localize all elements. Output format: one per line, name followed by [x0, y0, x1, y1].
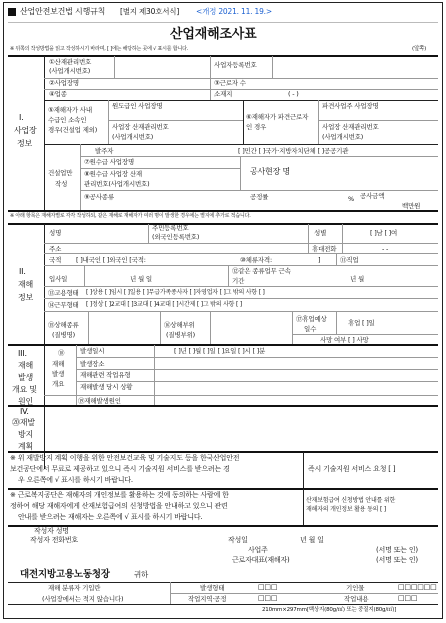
s3-r3	[76, 381, 438, 382]
s1-subcontract-b: 수급인 소속인	[48, 116, 87, 124]
s2-label-divider	[44, 224, 45, 344]
s2-label-b: 정보	[18, 293, 34, 302]
page-mark: (앞쪽)	[412, 46, 427, 52]
s2-nat-label: 국적	[49, 256, 62, 264]
s1-prime-mgmt-sub: (사업개시번호)	[112, 133, 154, 141]
s2-r1-d3	[342, 224, 343, 253]
s2-emp-type-options: [ ]상용 [ ]임시 [ ]일용 [ ]무급가족종사자 [ ]자영업자 [ ]그 밖의 사항 [ ]	[86, 289, 265, 296]
s3-date-value: [ ]년 [ ]월 [ ]일 [ ]요일 [ ]시 [ ]분	[174, 347, 266, 355]
s2-r3-d1	[336, 253, 337, 265]
s3-label-c: 개요 및	[12, 385, 37, 394]
work-area-boxes: □□□	[258, 594, 278, 602]
rep-seal: (서명 또는 인)	[376, 556, 418, 564]
s2-r7-d1	[88, 311, 89, 344]
s2-rrn-sub: (외국인등록번호)	[152, 233, 200, 241]
s2-sex-options: [ ]남 [ ]여	[370, 229, 398, 237]
form-number: [별지 제30호서식]	[120, 7, 180, 16]
s1-r4-div2	[243, 100, 244, 144]
s3-d-div	[154, 345, 155, 395]
s1-r3-div1	[210, 89, 211, 100]
s1-c-r3	[80, 190, 438, 191]
s1-r2-bottom	[44, 89, 438, 90]
s3-task-type-label: 재해관련 작업유형	[80, 371, 131, 379]
tech-support-request[interactable]: 즉시 기술지원 서비스 요청 [ ]	[308, 465, 396, 473]
s1-prime-const-mgmt-a: ⑧원수급 사업장 산재	[84, 170, 142, 178]
s3-sub-a: 재해	[52, 360, 65, 368]
s1-progress-unit: %	[348, 195, 354, 203]
s3-r4	[44, 395, 438, 396]
s3-top	[8, 344, 438, 346]
writer-phone-label: 작성자 전화번호	[30, 536, 78, 544]
s1-label-b: 정보	[17, 139, 33, 148]
notice-bottom	[8, 525, 438, 527]
s1-work-type-label: ⑨공사종류	[84, 193, 114, 201]
s1-subcontract-c: 경우(건설업 제외)	[48, 126, 98, 134]
s1-top	[8, 55, 438, 57]
s1-prime-const-label: ⑦원수급 사업장명	[84, 158, 135, 166]
s1-workers-label: ③근로자 수	[214, 79, 246, 87]
s2-injury-sub: (질병명)	[52, 331, 75, 339]
classifier-label: 재해 분류자 기입란	[48, 584, 101, 592]
s1-address-label: 소재지	[214, 90, 233, 98]
s2-label-a: 재해	[18, 280, 34, 289]
notice1-line1: ※ 위 재발방지 계획 이행을 위한 안전보건교육 및 기술지도 등을 한국산업안전	[10, 454, 240, 462]
occur-type-boxes: □□□	[258, 583, 278, 591]
s1-c-div2	[240, 156, 241, 190]
s1-prime-const-mgmt-b: 관리번호(사업개시번호)	[84, 180, 150, 188]
s2-r7-d2	[160, 311, 161, 344]
s2-sex-label: 성별	[314, 229, 327, 237]
s1-dispatch-mgmt-sub: (사업개시번호)	[322, 133, 364, 141]
rep-label: 근로자대표(재해자)	[232, 556, 290, 564]
notice2-div	[303, 489, 304, 525]
s2-work-type-options: [ ]정상 [ ]2교대 [ ]3교대 [ ]4교대 [ ]시간제 [ ]그 밖의 사항 [ ]	[86, 301, 242, 308]
s1-prime-site-label: 원도급인 사업장명	[112, 102, 163, 110]
s1-site-name-label: ②사업장명	[49, 79, 79, 87]
s2-rrn-label: 주민등록번호	[152, 224, 189, 232]
s1-r4-div3	[318, 100, 319, 144]
s2-r1-d2	[308, 224, 309, 253]
s1-amount-label: 공사금액	[360, 192, 385, 200]
s2-death: 사망 여부 [ ] 사망	[320, 336, 369, 344]
s3-date-label: 발생일시	[80, 347, 105, 355]
s1-orderer-options: [ ]민간 [ ]국가·지방자치단체 [ ]공공기관	[238, 147, 349, 155]
s1-r3-bottom	[44, 100, 438, 101]
notice-mid	[8, 488, 438, 490]
s2-hire-label: 입사일	[49, 275, 68, 283]
footer-bottom	[8, 604, 438, 605]
owner-label: 사업주	[248, 546, 268, 554]
work-area-label: 작업지역·공정	[188, 595, 227, 603]
written-date-format: 년 월 일	[300, 536, 324, 544]
s4-top	[8, 405, 438, 407]
s1-const-label-b: 작성	[55, 180, 68, 188]
s3-cause-label: ⑲재해발생원인	[78, 397, 121, 405]
s2-r4-bottom	[44, 286, 438, 287]
notice1-line3: 우 오른쪽에 √ 표시를 하시기 바랍니다.	[18, 476, 133, 484]
s1-r1-div3	[272, 56, 273, 78]
s4-label-a: ⑳재발	[12, 418, 35, 427]
s2-phone-format: - -	[382, 245, 389, 253]
s3-r1	[76, 357, 438, 358]
s2-emp-type-label: ⑬고용형태	[48, 289, 79, 297]
s1-label-divider	[44, 56, 45, 210]
owner-seal: (서명 또는 인)	[376, 546, 418, 554]
notice2-line3: 안내를 받으려는 재해자는 오른쪽에 √ 표시를 하시기 바랍니다.	[18, 513, 203, 521]
per-victim-note: ※ 아래 항목은 재해자별로 각각 작성하되, 같은 재해로 재해자가 여러 명이 발생한 경우에는 별지에 추가로 적습니다.	[10, 213, 251, 219]
notice1-line2: 보건공단에서 무료로 제공하고 있으니 즉시 기술지원 서비스를 받으려는 경	[10, 465, 230, 473]
s2-nat-close: ]	[318, 256, 321, 264]
s1-dispatch-site-label: 파견사업주 사업장명	[322, 102, 379, 110]
s1-r4-mid	[108, 120, 243, 121]
s1-r4-mid2	[318, 120, 438, 121]
s2-r7-mid	[292, 334, 438, 335]
s2-tenure-value: 년 월	[350, 275, 365, 283]
s1-dispatch-b: 인 경우	[246, 123, 267, 131]
office-suffix: 귀하	[134, 570, 149, 579]
notice2-line1: ※ 근로복지공단은 재해자의 개인정보를 활용하는 것에 동의하는 사람에 한	[10, 491, 229, 499]
s3-label-d: 원인	[18, 397, 34, 406]
s2-r3-bottom	[44, 265, 438, 266]
s2-r1-d1	[148, 224, 149, 243]
s1-postcode: ( - )	[288, 90, 299, 98]
s3-place-label: 발생장소	[80, 360, 105, 368]
s2-tenure-sub: 기간	[232, 277, 245, 285]
s2-r7-d4	[292, 311, 293, 344]
notice2-line2: 정하여 해당 재해자에게 산재보험급여의 신청방법을 안내하고 있으니 관련	[10, 502, 228, 510]
s4-label-b: 방지	[18, 430, 34, 439]
s3-sub-divider	[76, 345, 77, 405]
s2-top	[8, 223, 438, 225]
notice-top	[8, 451, 438, 453]
work-content-label: 작업내용	[344, 595, 369, 603]
s1-c-r1	[80, 156, 438, 157]
s1-const-label-a: 건설업만	[48, 169, 73, 177]
s1-bottom	[8, 210, 438, 212]
s2-leave-label: ⑰휴업예상	[296, 315, 327, 323]
s2-work-type-label: ⑭근무형태	[48, 301, 79, 309]
s2-part-sub: (질병부위)	[166, 331, 195, 339]
cause-obj-boxes: □□□□□□	[398, 583, 437, 591]
s4-label-roman: IV.	[20, 407, 29, 416]
s1-prime-mgmt-label: 사업장 산재관리번호	[112, 123, 169, 131]
s2-addr-label: 주소	[49, 245, 62, 253]
s2-r4-d2	[228, 265, 229, 286]
s3-label-roman: III.	[18, 349, 27, 358]
s1-const-div	[80, 144, 81, 210]
s1-r4-bottom	[44, 144, 438, 145]
writer-name-label: 작성자 성명	[34, 527, 69, 535]
s2-label-roman: II.	[19, 267, 26, 276]
s2-r2-bottom	[44, 253, 438, 254]
work-content-boxes: □□□	[398, 594, 418, 602]
s2-leave-sub: 일수	[304, 325, 317, 333]
header-checkbox-icon	[8, 8, 16, 16]
s2-visa-label: ⑩체류자격:	[240, 256, 272, 264]
s1-r1-div2	[210, 56, 211, 78]
s3-sub-c: 개요	[52, 380, 65, 388]
written-date-label: 작성일	[228, 536, 248, 544]
s1-r1-div1	[114, 56, 115, 78]
s2-tenure-label: ⑫같은 종류업무 근속	[232, 267, 291, 275]
s2-job-label: ⑪직업	[340, 256, 359, 264]
header-rule	[8, 22, 438, 23]
s1-site-label: 공사현장 명	[250, 167, 290, 176]
s1-r4-div1	[108, 100, 109, 144]
s3-sub-num: ⑱	[58, 349, 65, 357]
s1-dispatch-a: ⑥재해자가 파견근로자	[246, 113, 309, 121]
s2-r7-d3	[210, 311, 211, 344]
s2-r7-d5	[336, 311, 337, 334]
s2-name-label: 성명	[49, 229, 62, 237]
form-title: 산업재해조사표	[170, 27, 257, 42]
s1-mgmt-no-sub: (사업개시번호)	[49, 67, 91, 75]
occur-type-label: 발생형태	[200, 584, 225, 592]
s2-hire-date: 년 월 일	[130, 275, 152, 283]
cause-obj-label: 기인물	[346, 584, 365, 592]
s1-c-r2	[80, 168, 240, 169]
s3-r2	[76, 369, 438, 370]
footer-top	[8, 582, 438, 583]
s3-cause-div	[154, 395, 155, 405]
s2-r6-bottom	[44, 311, 438, 312]
consent-line1: 산재보험급여 신청방법 안내를 위한	[306, 497, 396, 504]
notice1-div	[303, 452, 304, 488]
s3-label-a: 재해	[18, 361, 34, 370]
s4-label-c: 계획	[18, 442, 34, 451]
s3-situation-label: 재해발생 당시 상황	[80, 383, 133, 391]
consent-request[interactable]: 재해자의 개인정보 활용 동의 [ ]	[306, 506, 386, 513]
s1-label-roman: I.	[19, 113, 24, 122]
s1-label-a: 사업장	[14, 126, 37, 135]
classifier-sub: (사업장에서는 적지 않습니다)	[42, 595, 124, 603]
revision-date: <개정 2021. 11. 19.>	[196, 7, 272, 16]
s1-r2-div1	[210, 78, 211, 89]
s1-progress-label: 공정률	[250, 193, 269, 201]
s1-mgmt-no-label: ①산재관리번호	[49, 58, 92, 66]
office-name: 대전지방고용노동청장	[20, 569, 110, 580]
s3-sub-b: 발생	[52, 370, 65, 378]
statute-name: 산업안전보건법 시행규칙	[20, 7, 106, 16]
s2-injury-label: ⑮상해종류	[48, 321, 79, 329]
s3-label-b: 발생	[18, 373, 34, 382]
s2-part-label: ⑯상해부위	[164, 321, 195, 329]
s1-subcontract-a: ⑤재해자가 사내	[48, 106, 92, 114]
s2-phone-label: 휴대전화	[312, 245, 337, 253]
s1-industry-label: ④업종	[49, 90, 67, 98]
s1-biz-reg-label: 사업자등록번호	[214, 61, 257, 69]
s2-r1-bottom	[44, 243, 438, 244]
s2-r4-d1	[84, 265, 85, 286]
paper-spec: 210mm×297mm[백상지(80g/㎡) 또는 중질지(80g/㎡)]	[262, 607, 397, 613]
s2-leave-days: 휴업 [ ]일	[348, 319, 375, 327]
instruction-note: ※ 뒤쪽의 작성방법을 읽고 작성하시기 바라며, [ ]에는 해당하는 곳에 √ 표시를 합니다.	[10, 46, 189, 52]
s2-nat-options: [ ]내국인 [ ]외국인 [국적:	[76, 256, 146, 264]
s2-r5-bottom	[44, 298, 438, 299]
s1-dispatch-mgmt-label: 사업장 산재관리번호	[322, 123, 379, 131]
s1-amount-unit: 백만원	[402, 202, 421, 210]
s1-orderer-label: 발주자	[95, 147, 114, 155]
